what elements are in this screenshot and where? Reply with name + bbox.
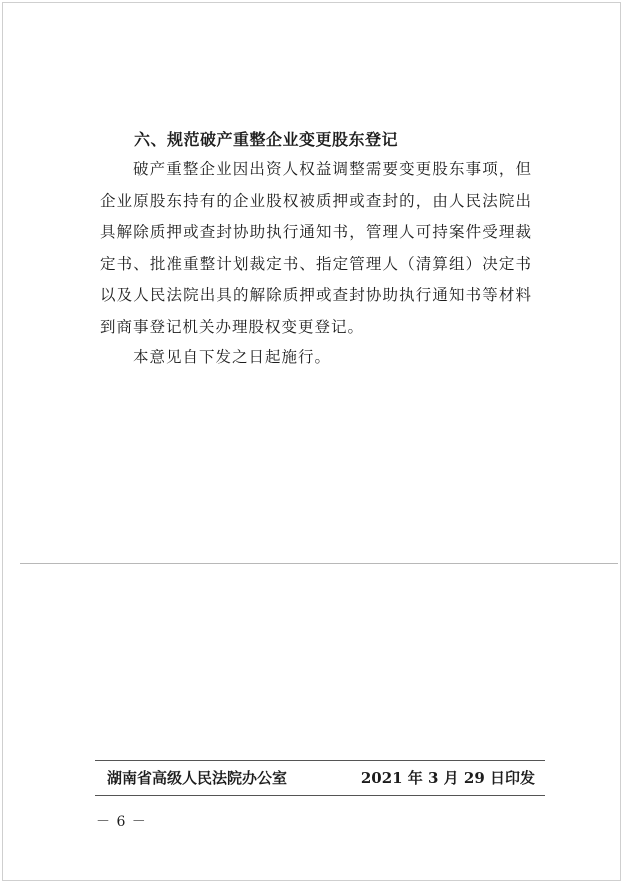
page-fold-line [20, 563, 618, 564]
imprint-bottom-rule [95, 795, 545, 796]
page-number: － 6 － [96, 814, 147, 830]
imprint-date: 2021 年 3 月 29 日印发 [360, 769, 535, 787]
imprint-issuer: 湖南省高级人民法院办公室 [107, 769, 288, 787]
body-paragraph-1: 破产重整企业因出资人权益调整需要变更股东事项，但企业原股东持有的企业股权被质押或查封的，由人民法院出具解除质押或查封协助执行通知书，管理人可持案件受理裁定书、批准重整计划裁定书、指定管理人（清算组）决定书以及人民法院出具的解除质押或查封协助执行通知书等材料到商事登记机关办理股权变更登记。 [100, 160, 532, 336]
section-heading: 六、规范破产重整企业变更股东登记 [134, 130, 399, 149]
imprint-top-rule [95, 760, 545, 761]
body-paragraph-2: 本意见自下发之日起施行。 [133, 348, 332, 366]
